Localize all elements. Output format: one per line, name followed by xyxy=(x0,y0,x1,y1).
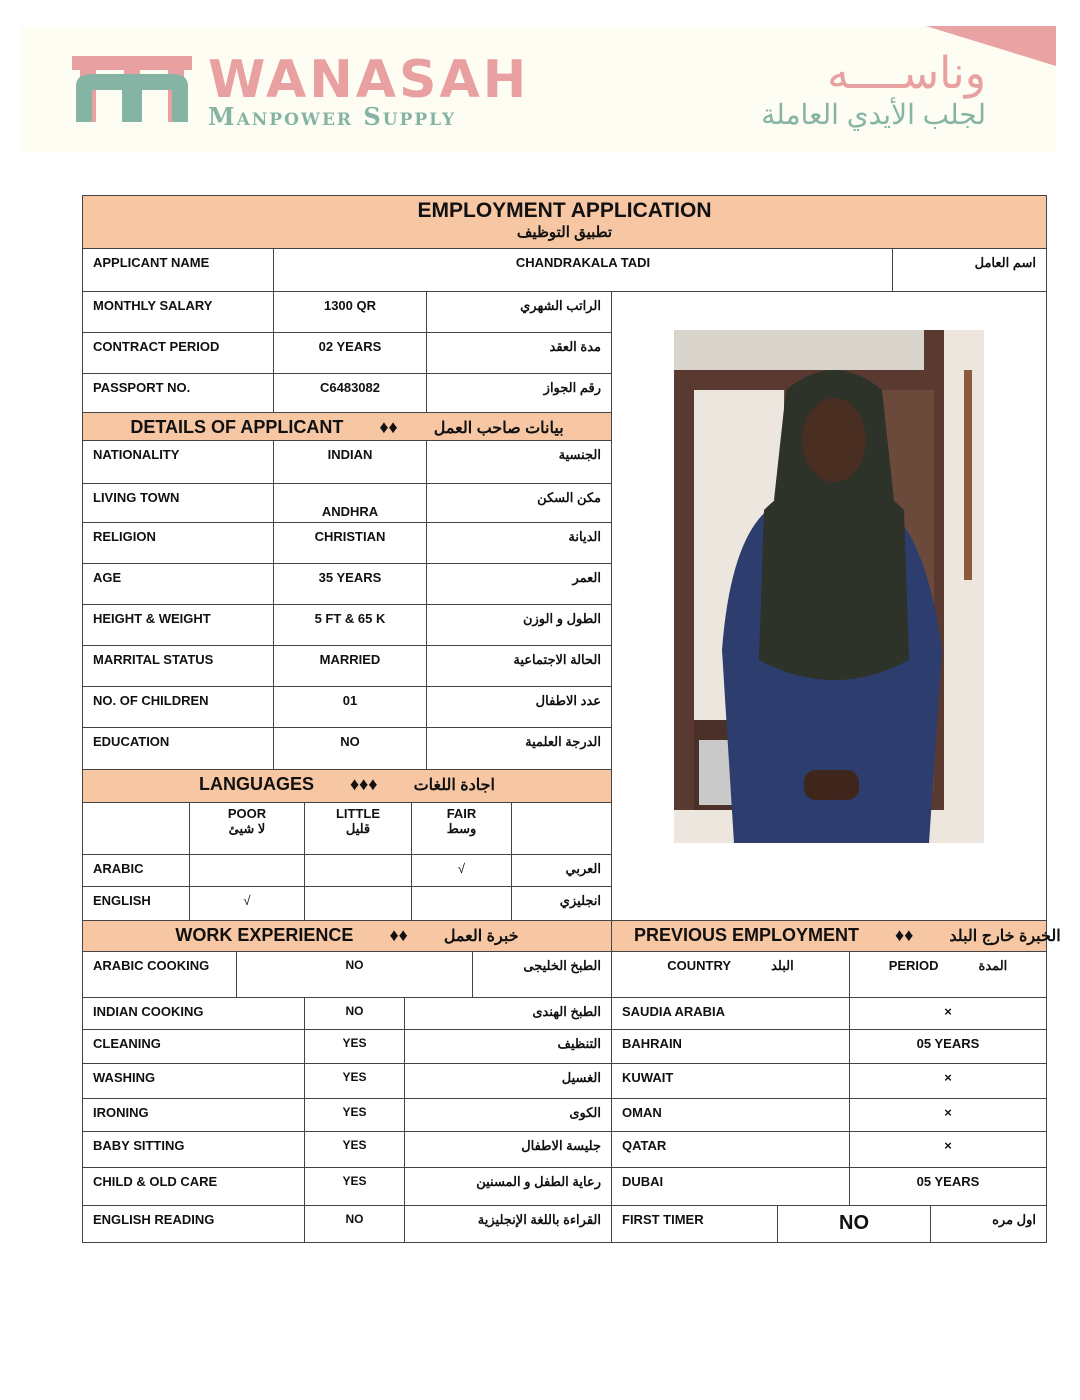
prev-col-country: COUNTRY xyxy=(667,958,732,973)
detail-label: AGE xyxy=(82,563,274,605)
language-check-mark xyxy=(411,886,512,921)
work-skill-label: INDIAN COOKING xyxy=(82,997,305,1030)
language-level-ar: لا شيئ xyxy=(228,821,266,836)
logo-mark-icon xyxy=(72,56,192,122)
previous-employment-header xyxy=(611,920,1061,952)
basic-label-ar: مدة العقد xyxy=(426,332,612,374)
detail-value: NO xyxy=(273,727,427,770)
detail-label-ar: عدد الاطفال xyxy=(426,686,612,728)
work-experience-header-ar: خبرة العمل xyxy=(443,928,519,945)
languages-header-sym: ♦♦♦ xyxy=(350,774,378,794)
prev-country: BAHRAIN xyxy=(611,1029,850,1064)
basic-label-ar: الراتب الشهري xyxy=(426,291,612,333)
photo-area xyxy=(611,291,1047,921)
detail-value: ANDHRA xyxy=(273,483,427,523)
previous-employment-header-en: PREVIOUS EMPLOYMENT xyxy=(634,925,860,945)
first-timer-value: NO xyxy=(777,1205,931,1243)
language-check-mark xyxy=(304,854,412,887)
language-level-ar: قليل xyxy=(345,821,371,836)
detail-label-ar: العمر xyxy=(426,563,612,605)
prev-period: × xyxy=(849,997,1047,1030)
work-skill-label: CHILD & OLD CARE xyxy=(82,1167,305,1206)
prev-period: 05 YEARS xyxy=(849,1029,1047,1064)
applicant-name-value: CHANDRAKALA TADI xyxy=(273,248,893,292)
work-experience-header-en: WORK EXPERIENCE xyxy=(175,925,354,945)
details-header-en: DETAILS OF APPLICANT xyxy=(130,417,344,437)
company-logo-banner xyxy=(20,26,1056,152)
logo-tagline-en: Manpower Supply xyxy=(208,102,457,131)
detail-value: 5 FT & 65 K xyxy=(273,604,427,646)
form-title xyxy=(82,195,1047,249)
detail-label: HEIGHT & WEIGHT xyxy=(82,604,274,646)
work-skill-value: YES xyxy=(304,1098,405,1132)
language-level-en: FAIR xyxy=(446,806,477,821)
work-skill-label: WASHING xyxy=(82,1063,305,1099)
languages-header xyxy=(82,769,612,803)
details-header xyxy=(82,412,612,441)
basic-label-ar: رقم الجواز xyxy=(426,373,612,413)
applicant-name-label-ar: اسم العامل xyxy=(892,248,1047,292)
basic-label: MONTHLY SALARY xyxy=(82,291,274,333)
basic-value: 1300 QR xyxy=(273,291,427,333)
form-title-ar: تطبيق التوظيف xyxy=(516,224,613,241)
work-skill-value: YES xyxy=(304,1167,405,1206)
language-check-mark: √ xyxy=(411,854,512,887)
logo-name-en: WANASAH xyxy=(208,50,530,110)
detail-value: 01 xyxy=(273,686,427,728)
detail-label: NO. OF CHILDREN xyxy=(82,686,274,728)
prev-country: KUWAIT xyxy=(611,1063,850,1099)
language-level-header xyxy=(304,802,412,855)
work-skill-label-ar: الكوى xyxy=(404,1098,612,1132)
language-level-header xyxy=(411,802,512,855)
details-header-sym: ♦♦ xyxy=(379,417,398,437)
basic-label: CONTRACT PERIOD xyxy=(82,332,274,374)
languages-header-ar: اجادة اللغات xyxy=(413,777,495,794)
detail-label-ar: الجنسية xyxy=(426,440,612,484)
prev-country: QATAR xyxy=(611,1131,850,1168)
first-timer-label: FIRST TIMER xyxy=(611,1205,778,1243)
detail-value: 35 YEARS xyxy=(273,563,427,605)
work-skill-value: NO xyxy=(304,1205,405,1243)
work-skill-value: YES xyxy=(304,1131,405,1168)
language-label-ar: العربي xyxy=(511,854,612,887)
work-skill-label-ar: الطبخ الهندى xyxy=(404,997,612,1030)
detail-value: MARRIED xyxy=(273,645,427,687)
work-skill-value: YES xyxy=(304,1063,405,1099)
previous-employment-header-ar: الخبرة خارج البلد xyxy=(949,928,1061,945)
detail-label: LIVING TOWN xyxy=(82,483,274,523)
language-corner xyxy=(82,802,190,855)
prev-period: 05 YEARS xyxy=(849,1167,1047,1206)
applicant-name-label: APPLICANT NAME xyxy=(82,248,274,292)
form-title-en: EMPLOYMENT APPLICATION xyxy=(417,199,712,222)
work-skill-value: NO xyxy=(304,997,405,1030)
work-skill-value: YES xyxy=(304,1029,405,1064)
language-label: ENGLISH xyxy=(82,886,190,921)
detail-value: CHRISTIAN xyxy=(273,522,427,564)
basic-value: C6483082 xyxy=(273,373,427,413)
language-level-en: LITTLE xyxy=(335,806,381,821)
detail-label: NATIONALITY xyxy=(82,440,274,484)
detail-label: RELIGION xyxy=(82,522,274,564)
prev-col-period_ar: المدة xyxy=(978,958,1008,973)
work-skill-label-ar: الطبخ الخليجى xyxy=(472,951,612,998)
country-column-header xyxy=(611,951,850,998)
work-experience-header-sym: ♦♦ xyxy=(389,925,408,945)
detail-label-ar: الطول و الوزن xyxy=(426,604,612,646)
logo-name-ar: وناســــه xyxy=(827,49,986,98)
language-check-mark: √ xyxy=(189,886,305,921)
prev-country: DUBAI xyxy=(611,1167,850,1206)
previous-employment-header-sym: ♦♦ xyxy=(895,925,914,945)
language-level-en: POOR xyxy=(227,806,267,821)
period-column-header xyxy=(849,951,1047,998)
detail-label: MARRITAL STATUS xyxy=(82,645,274,687)
prev-country: SAUDIA ARABIA xyxy=(611,997,850,1030)
language-level-header xyxy=(189,802,305,855)
basic-label: PASSPORT NO. xyxy=(82,373,274,413)
work-skill-label: BABY SITTING xyxy=(82,1131,305,1168)
work-skill-label-ar: التنظيف xyxy=(404,1029,612,1064)
work-skill-label-ar: رعاية الطفل و المسنين xyxy=(404,1167,612,1206)
language-label-ar: انجليزي xyxy=(511,886,612,921)
detail-label: EDUCATION xyxy=(82,727,274,770)
language-blank xyxy=(511,802,612,855)
language-check-mark xyxy=(189,854,305,887)
detail-label-ar: الحالة الاجتماعية xyxy=(426,645,612,687)
language-check-mark xyxy=(304,886,412,921)
first-timer-label-ar: اول مره xyxy=(930,1205,1047,1243)
language-level-ar: وسط xyxy=(446,821,477,836)
work-skill-label: ARABIC COOKING xyxy=(82,951,237,998)
prev-period: × xyxy=(849,1063,1047,1099)
work-skill-label-ar: جليسة الاطفال xyxy=(404,1131,612,1168)
work-skill-label-ar: الغسيل xyxy=(404,1063,612,1099)
prev-period: × xyxy=(849,1098,1047,1132)
work-skill-label: IRONING xyxy=(82,1098,305,1132)
basic-value: 02 YEARS xyxy=(273,332,427,374)
detail-label-ar: مكن السكن xyxy=(426,483,612,523)
prev-period: × xyxy=(849,1131,1047,1168)
prev-col-country_ar: البلد xyxy=(771,958,794,973)
work-skill-label-ar: القراءة باللغة الإنجليزية xyxy=(404,1205,612,1243)
work-skill-label: ENGLISH READING xyxy=(82,1205,305,1243)
language-label: ARABIC xyxy=(82,854,190,887)
prev-col-period: PERIOD xyxy=(888,958,939,973)
work-skill-label: CLEANING xyxy=(82,1029,305,1064)
prev-country: OMAN xyxy=(611,1098,850,1132)
languages-header-en: LANGUAGES xyxy=(198,774,314,794)
logo-tagline-ar: لجلب الأيدي العاملة xyxy=(761,99,986,130)
detail-label-ar: الدرجة العلمية xyxy=(426,727,612,770)
detail-value: INDIAN xyxy=(273,440,427,484)
work-experience-header xyxy=(82,920,612,952)
detail-label-ar: الديانة xyxy=(426,522,612,564)
details-header-ar: بيانات صاحب العمل xyxy=(433,420,564,437)
work-skill-value: NO xyxy=(236,951,473,998)
